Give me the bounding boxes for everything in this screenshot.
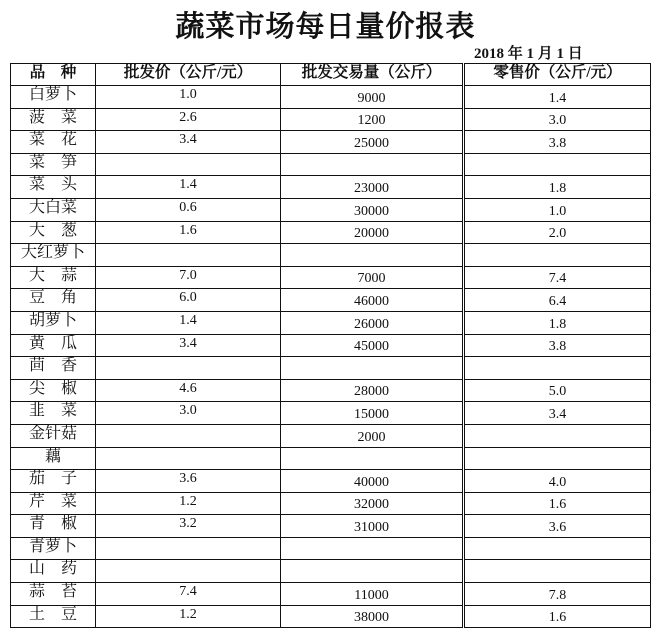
volume-cell: 1200 [281, 108, 464, 131]
retail-price-cell [464, 244, 651, 267]
wholesale-price-cell: 1.0 [96, 86, 281, 109]
retail-price-cell [464, 447, 651, 470]
table-row [11, 402, 651, 425]
variety-cell: 韭 菜 [11, 402, 96, 425]
table-row [11, 605, 651, 628]
wholesale-price-cell: 3.4 [96, 131, 281, 154]
retail-price-cell [464, 424, 651, 447]
variety-cell: 大 葱 [11, 221, 96, 244]
retail-price-cell: 3.6 [464, 515, 651, 538]
variety-cell: 茴 香 [11, 357, 96, 380]
table-row [11, 176, 651, 199]
retail-price-cell [464, 537, 651, 560]
header-variety: 品 种 [11, 64, 96, 86]
retail-price-cell: 3.8 [464, 131, 651, 154]
volume-cell: 31000 [281, 515, 464, 538]
retail-price-cell: 1.6 [464, 492, 651, 515]
table-row [11, 492, 651, 515]
retail-price-cell: 7.4 [464, 266, 651, 289]
variety-cell: 豆 角 [11, 289, 96, 312]
volume-cell: 28000 [281, 379, 464, 402]
retail-price-cell: 5.0 [464, 379, 651, 402]
variety-cell: 金针菇 [11, 424, 96, 447]
retail-price-cell: 1.8 [464, 176, 651, 199]
retail-price-cell [464, 153, 651, 176]
table-row [11, 153, 651, 176]
volume-cell: 7000 [281, 266, 464, 289]
wholesale-price-cell: 3.2 [96, 515, 281, 538]
wholesale-price-cell: 3.6 [96, 470, 281, 493]
price-table [10, 63, 651, 628]
wholesale-price-cell: 1.6 [96, 221, 281, 244]
wholesale-price-cell: 4.6 [96, 379, 281, 402]
volume-cell [281, 244, 464, 267]
volume-cell: 32000 [281, 492, 464, 515]
header-row [11, 64, 651, 86]
volume-cell: 45000 [281, 334, 464, 357]
variety-cell: 大 蒜 [11, 266, 96, 289]
header-retail-price: 零售价（公斤/元） [464, 64, 651, 86]
table-row [11, 108, 651, 131]
table-row [11, 221, 651, 244]
variety-cell: 藕 [11, 447, 96, 470]
volume-cell: 38000 [281, 605, 464, 628]
header-wholesale-price: 批发价（公斤/元） [96, 64, 281, 86]
volume-cell: 15000 [281, 402, 464, 425]
retail-price-cell: 3.0 [464, 108, 651, 131]
wholesale-price-cell: 7.4 [96, 583, 281, 606]
volume-cell: 46000 [281, 289, 464, 312]
wholesale-price-cell [96, 537, 281, 560]
volume-cell: 30000 [281, 198, 464, 221]
wholesale-price-cell: 7.0 [96, 266, 281, 289]
wholesale-price-cell [96, 560, 281, 583]
variety-cell: 白萝卜 [11, 86, 96, 109]
volume-cell [281, 447, 464, 470]
volume-cell: 20000 [281, 221, 464, 244]
wholesale-price-cell: 3.4 [96, 334, 281, 357]
variety-cell: 黄 瓜 [11, 334, 96, 357]
table-row [11, 311, 651, 334]
table-row [11, 357, 651, 380]
variety-cell: 土 豆 [11, 605, 96, 628]
volume-cell: 9000 [281, 86, 464, 109]
table-row [11, 537, 651, 560]
table-row [11, 131, 651, 154]
variety-cell: 山 药 [11, 560, 96, 583]
table-row [11, 583, 651, 606]
retail-price-cell: 3.4 [464, 402, 651, 425]
retail-price-cell: 7.8 [464, 583, 651, 606]
variety-cell: 胡萝卜 [11, 311, 96, 334]
table-row [11, 560, 651, 583]
volume-cell [281, 537, 464, 560]
wholesale-price-cell: 1.2 [96, 605, 281, 628]
wholesale-price-cell: 1.4 [96, 176, 281, 199]
volume-cell [281, 357, 464, 380]
volume-cell [281, 560, 464, 583]
retail-price-cell [464, 560, 651, 583]
table-row [11, 424, 651, 447]
variety-cell: 茄 子 [11, 470, 96, 493]
volume-cell [281, 153, 464, 176]
variety-cell: 尖 椒 [11, 379, 96, 402]
report-title: 蔬菜市场每日量价报表 [175, 11, 476, 43]
variety-cell: 芹 菜 [11, 492, 96, 515]
wholesale-price-cell: 2.6 [96, 108, 281, 131]
wholesale-price-cell: 1.4 [96, 311, 281, 334]
table-row [11, 447, 651, 470]
variety-cell: 大红萝卜 [11, 244, 96, 267]
table-row [11, 515, 651, 538]
variety-cell: 菜 笋 [11, 153, 96, 176]
wholesale-price-cell [96, 244, 281, 267]
wholesale-price-cell: 6.0 [96, 289, 281, 312]
retail-price-cell: 6.4 [464, 289, 651, 312]
wholesale-price-cell: 1.2 [96, 492, 281, 515]
report-date: 2018 年 1 月 1 日 [474, 46, 583, 62]
retail-price-cell: 3.8 [464, 334, 651, 357]
retail-price-cell: 1.0 [464, 198, 651, 221]
table-row [11, 334, 651, 357]
wholesale-price-cell [96, 447, 281, 470]
volume-cell: 25000 [281, 131, 464, 154]
variety-cell: 青萝卜 [11, 537, 96, 560]
wholesale-price-cell: 3.0 [96, 402, 281, 425]
wholesale-price-cell: 0.6 [96, 198, 281, 221]
table-row [11, 470, 651, 493]
retail-price-cell: 4.0 [464, 470, 651, 493]
volume-cell: 40000 [281, 470, 464, 493]
table-row [11, 244, 651, 267]
wholesale-price-cell [96, 357, 281, 380]
table-row [11, 198, 651, 221]
retail-price-cell: 1.6 [464, 605, 651, 628]
table-row [11, 379, 651, 402]
header-wholesale-volume: 批发交易量（公斤） [281, 64, 464, 86]
variety-cell: 菜 头 [11, 176, 96, 199]
volume-cell: 2000 [281, 424, 464, 447]
retail-price-cell: 1.4 [464, 86, 651, 109]
variety-cell: 青 椒 [11, 515, 96, 538]
table-row [11, 266, 651, 289]
variety-cell: 大白菜 [11, 198, 96, 221]
variety-cell: 蒜 苔 [11, 583, 96, 606]
wholesale-price-cell [96, 153, 281, 176]
retail-price-cell: 2.0 [464, 221, 651, 244]
volume-cell: 23000 [281, 176, 464, 199]
retail-price-cell [464, 357, 651, 380]
volume-cell: 11000 [281, 583, 464, 606]
variety-cell: 菠 菜 [11, 108, 96, 131]
table-row [11, 289, 651, 312]
table-row [11, 86, 651, 109]
wholesale-price-cell [96, 424, 281, 447]
volume-cell: 26000 [281, 311, 464, 334]
variety-cell: 菜 花 [11, 131, 96, 154]
retail-price-cell: 1.8 [464, 311, 651, 334]
